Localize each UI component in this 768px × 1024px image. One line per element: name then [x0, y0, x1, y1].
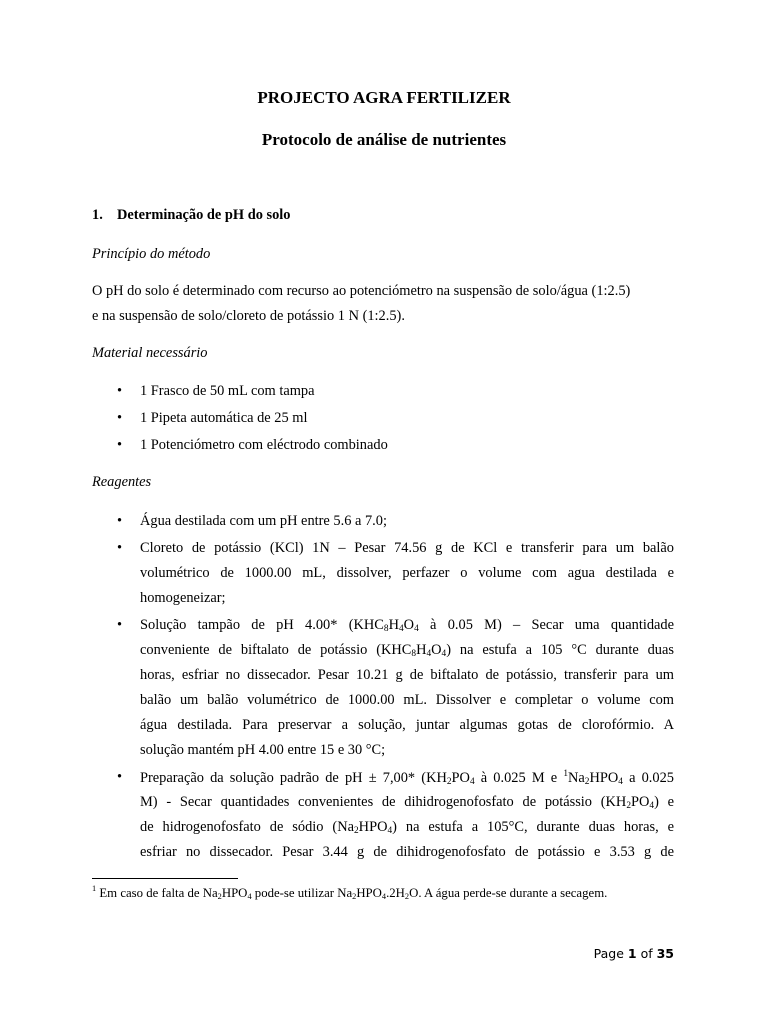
reagente-padrao-line: Preparação da solução padrão de pH ± 7,00* ($KH_2PO_4$ à 0.025 M e $^1Na_2HPO_4$ a 0.025	[140, 769, 674, 787]
reagente-tampao-line: conveniente de biftalato de potássio $(KHC_8H_4O_4)$ na estufa a 105 °C durante duas	[140, 642, 674, 659]
material-item: 1 Frasco de 50 mL com tampa	[140, 383, 315, 399]
bullet-icon: •	[117, 540, 123, 556]
footnote-separator	[92, 878, 238, 879]
principio-heading: Princípio do método	[92, 246, 211, 262]
bullet-icon: •	[117, 513, 123, 529]
bullet-icon: •	[117, 769, 123, 785]
reagente-padrao-line: de hidrogenofosfato de sódio $(Na_2HPO_4)$ na estufa a 105°C, durante duas horas, e	[140, 819, 675, 836]
reagente-agua: Água destilada com um pH entre 5.6 a 7.0;	[140, 513, 387, 529]
section-number: 1.	[92, 207, 103, 223]
reagente-tampao-line: balão um balão volumétrico de 1000.00 mL. Dissolver e completar o volume com	[140, 692, 674, 708]
bullet-icon: •	[117, 383, 123, 399]
footnote: $^1$ Em caso de falta de $Na_2HPO_4$ pode-se utilizar $Na_2HPO_4.2H_2O$. A água perde-se durante a secagem.	[92, 884, 608, 901]
reagente-padrao-line: M) - Secar quantidades convenientes de dihidrogenofosfato de potássio $(KH_2PO_4)$ e	[140, 794, 674, 811]
reagente-kcl-line: Cloreto de potássio (KCl) 1N – Pesar 74.56 g de KCl e transferir para um balão	[140, 540, 674, 556]
bullet-icon: •	[117, 437, 123, 453]
document-title: PROJECTO AGRA FERTILIZER	[257, 88, 511, 107]
reagente-tampao-line: horas, esfriar no dissecador. Pesar 10.21 g de biftalato de potássio, transferir para um	[140, 667, 674, 683]
reagente-tampao-line: solução mantém pH 4.00 entre 15 e 30 °C;	[140, 742, 386, 758]
principio-line-1: O pH do solo é determinado com recurso ao potenciómetro na suspensão de solo/água (1:2.5)	[92, 283, 631, 299]
principio-line-2: e na suspensão de solo/cloreto de potássio 1 N (1:2.5).	[92, 308, 405, 324]
reagente-tampao-line: água destilada. Para preservar a solução, juntar algumas gotas de clorofórmio. A	[140, 717, 674, 733]
reagentes-heading: Reagentes	[92, 474, 152, 490]
document-subtitle: Protocolo de análise de nutrientes	[261, 130, 507, 149]
material-item: 1 Potenciómetro com eléctrodo combinado	[140, 437, 388, 453]
bullet-icon: •	[117, 617, 123, 633]
reagente-kcl-line: homogeneizar;	[140, 590, 226, 606]
section-title: Determinação de pH do solo	[117, 207, 291, 223]
material-heading: Material necessário	[92, 345, 208, 361]
material-item: 1 Pipeta automática de 25 ml	[140, 410, 308, 426]
page-number: Page 1 of 35	[593, 946, 674, 961]
bullet-icon: •	[117, 410, 123, 426]
reagente-tampao-line: Solução tampão de pH 4.00* ($KHC_8H_4O_4$ à 0.05 M) – Secar uma quantidade	[140, 617, 674, 634]
reagente-padrao-line: esfriar no dissecador. Pesar 3.44 g de dihidrogenofosfato de potássio e 3.53 g de	[140, 844, 674, 860]
reagente-kcl-line: volumétrico de 1000.00 mL, dissolver, perfazer o volume com agua destilada e	[140, 565, 674, 581]
